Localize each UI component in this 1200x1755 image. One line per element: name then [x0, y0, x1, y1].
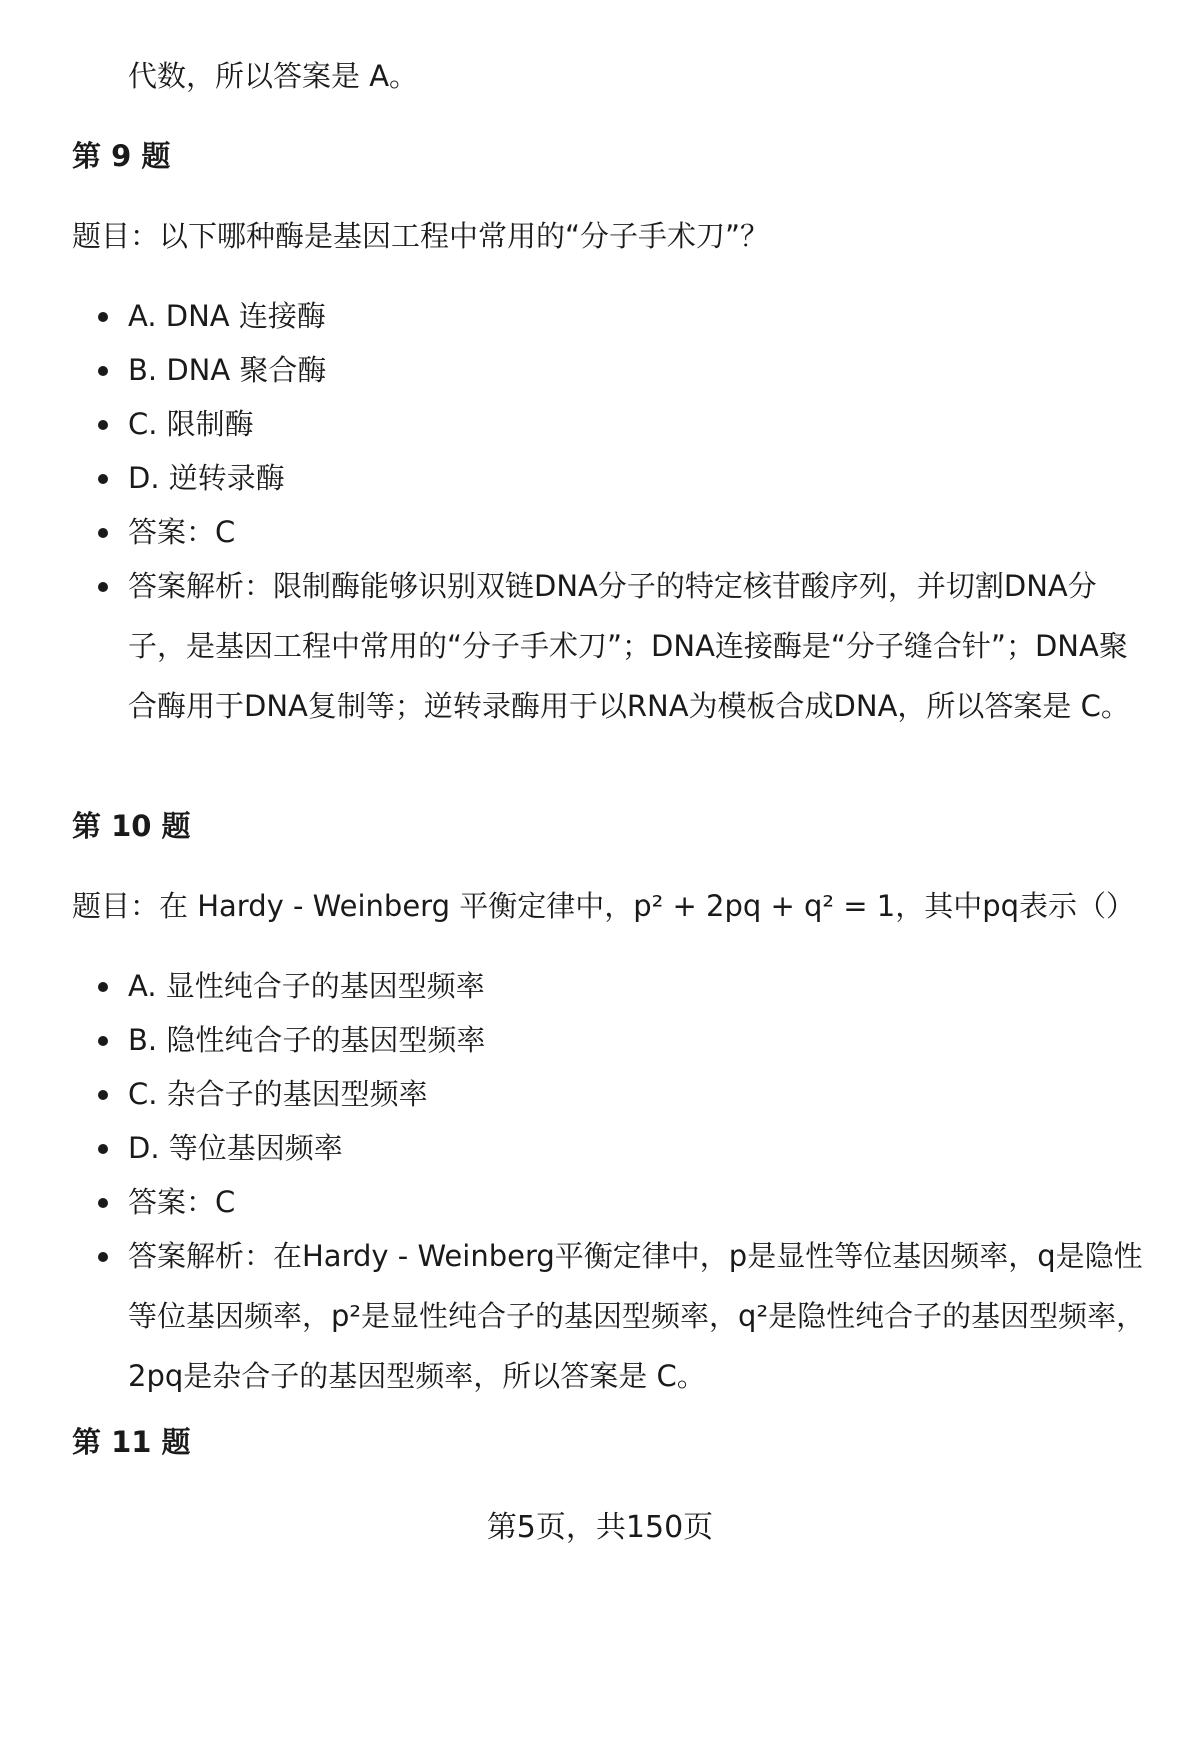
question-9-heading: 第 9 题: [72, 139, 171, 173]
question-11-heading: 第 11 题: [72, 1425, 191, 1459]
question-9-option-a: A. DNA 连接酶: [128, 296, 326, 336]
question-10-option-a: A. 显性纯合子的基因型频率: [128, 966, 485, 1006]
question-10-option-d: D. 等位基因频率: [128, 1128, 343, 1168]
question-9-answer: 答案：C: [128, 512, 235, 552]
question-9-explanation: 答案解析：限制酶能够识别双链DNA分子的特定核苷酸序列，并切割DNA分子，是基因工程中常用的“分子手术刀”；DNA连接酶是“分子缝合针”；DNA聚合酶用于DNA复制等；逆转录酶用于以RNA为模板合成DNA，所以答案是 C。: [128, 556, 1153, 736]
question-9-option-c: C. 限制酶: [128, 404, 254, 444]
question-10-heading: 第 10 题: [72, 809, 191, 843]
previous-answer-continuation: 代数，所以答案是 A。: [128, 59, 419, 93]
question-10-explanation: 答案解析：在Hardy - Weinberg平衡定律中，p是显性等位基因频率，q是隐性等位基因频率，p²是显性纯合子的基因型频率，q²是隐性纯合子的基因型频率，2pq是杂合子的基因型频率，所以答案是 C。: [128, 1226, 1153, 1406]
question-10-option-b: B. 隐性纯合子的基因型频率: [128, 1020, 485, 1060]
question-9-option-d: D. 逆转录酶: [128, 458, 285, 498]
page-number-footer: 第5页，共150页: [486, 1510, 714, 1545]
question-10-answer: 答案：C: [128, 1182, 235, 1222]
question-10-option-c: C. 杂合子的基因型频率: [128, 1074, 428, 1114]
question-10-stem: 题目：在 Hardy - Weinberg 平衡定律中，p² + 2pq + q² = 1，其中pq表示（）: [72, 889, 1136, 923]
question-9-option-b: B. DNA 聚合酶: [128, 350, 326, 390]
question-9-stem: 题目：以下哪种酶是基因工程中常用的“分子手术刀”？: [72, 219, 770, 253]
